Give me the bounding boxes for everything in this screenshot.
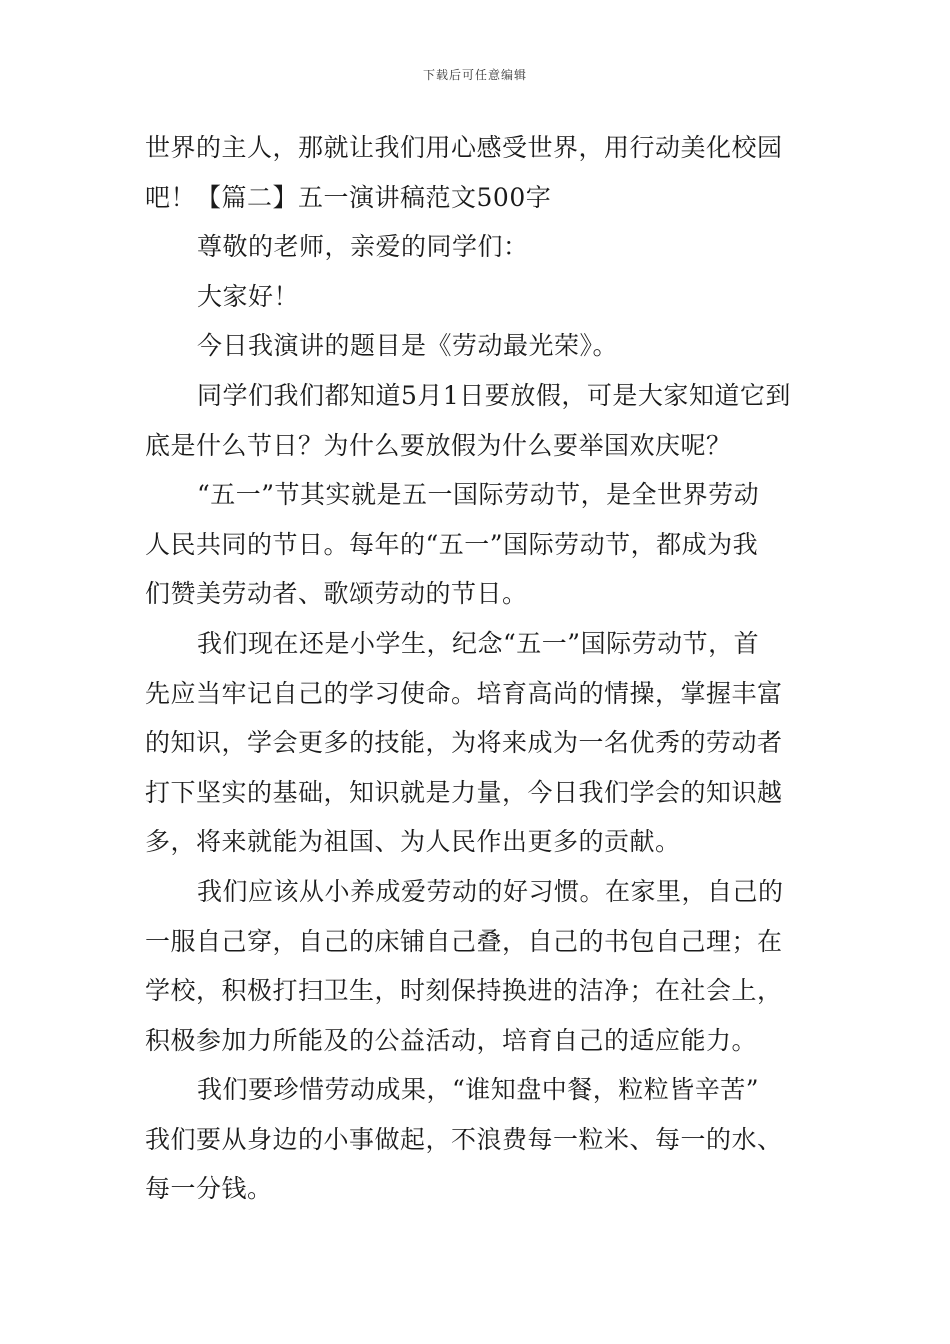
text-line: 我们现在还是小学生，纪念“五一”国际劳动节，首 [197, 628, 760, 658]
text-line: 学校，积极打扫卫生，时刻保持换进的洁净；在社会上， [145, 976, 783, 1006]
document-body [145, 123, 810, 1214]
text-line: 们赞美劳动者、歌颂劳动的节日。 [145, 579, 528, 609]
text-line: 底是什么节日？为什么要放假为什么要举国欢庆呢？ [145, 430, 732, 460]
text-line: 吧！【篇二】五一演讲稿范文500字 [145, 182, 552, 212]
text-line: 先应当牢记自己的学习使命。培育高尚的情操，掌握丰富 [145, 678, 783, 708]
salutation-line: 尊敬的老师，亲爱的同学们： [197, 232, 529, 262]
text-line: 每一分钱。 [145, 1174, 273, 1204]
text-line: 我们应该从小养成爱劳动的好习惯。在家里，自己的 [197, 876, 784, 906]
text-line: 我们要珍惜劳动成果，“谁知盘中餐，粒粒皆辛苦” [197, 1075, 760, 1105]
text-line: 一服自己穿，自己的床铺自己叠，自己的书包自己理；在 [145, 926, 783, 956]
text-line: 今日我演讲的题目是《劳动最光荣》。 [197, 331, 619, 361]
text-line: 打下坚实的基础，知识就是力量，今日我们学会的知识越 [145, 777, 783, 807]
text-line: 多，将来就能为祖国、为人民作出更多的贡献。 [145, 827, 681, 857]
text-line: 同学们我们都知道5月1日要放假，可是大家知道它到 [197, 380, 791, 410]
text-line: “五一”节其实就是五一国际劳动节，是全世界劳动 [197, 480, 760, 510]
text-line: 积极参加力所能及的公益活动，培育自己的适应能力。 [145, 1025, 758, 1055]
greeting-line: 大家好！ [197, 281, 300, 311]
text-line: 的知识，学会更多的技能，为将来成为一名优秀的劳动者 [145, 728, 783, 758]
page-header-note: 下载后可任意编辑 [422, 68, 527, 82]
text-line: 人民共同的节日。每年的“五一”国际劳动节，都成为我 [145, 529, 759, 559]
text-line: 世界的主人，那就让我们用心感受世界，用行动美化校园 [145, 133, 783, 162]
text-line: 我们要从身边的小事做起，不浪费每一粒米、每一的水、 [145, 1124, 783, 1154]
